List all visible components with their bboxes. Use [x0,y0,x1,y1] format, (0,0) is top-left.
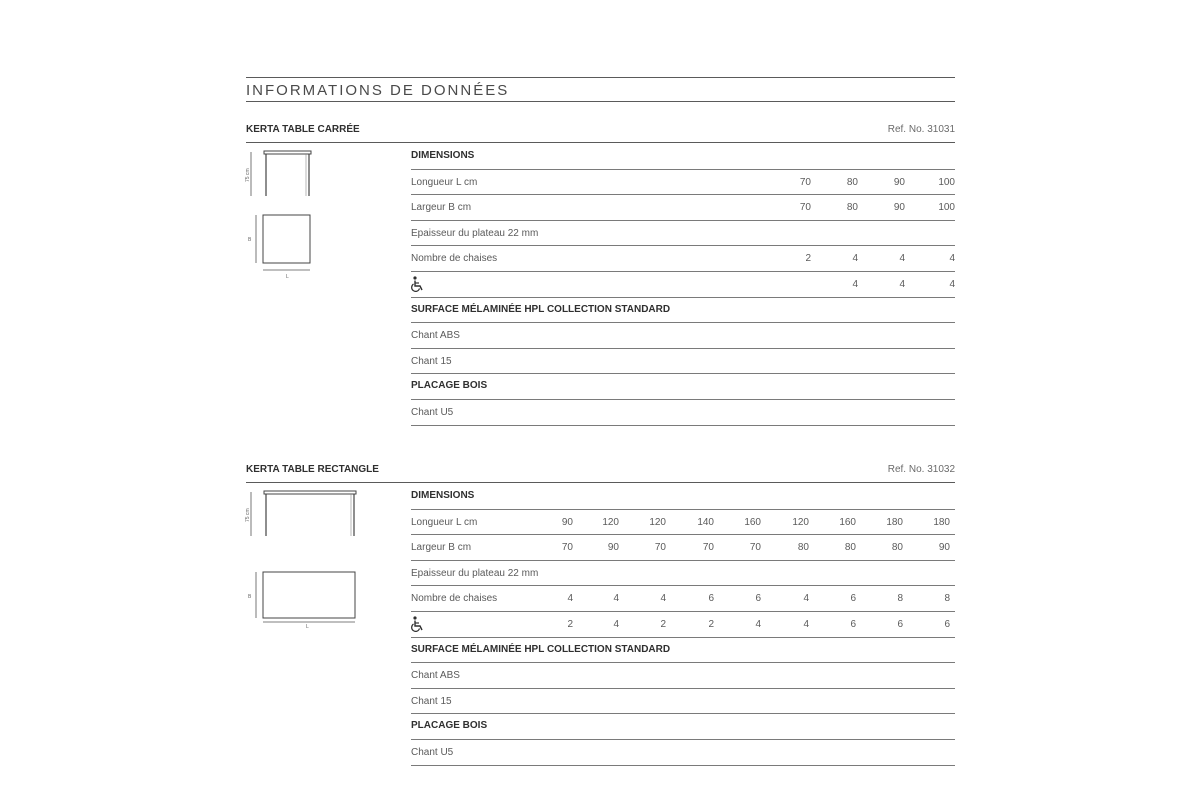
table-row-chant-15 [411,349,955,375]
row-value: 6 [755,593,761,605]
product-divider [246,482,955,483]
section-row-placage [411,374,955,400]
section-row-surface [411,298,955,324]
row-value: 90 [938,542,950,554]
row-value: 90 [893,176,905,188]
product-divider [246,142,955,143]
table-row-wheelchair [411,272,955,298]
row-value: 80 [846,202,858,214]
row-value: 90 [893,202,905,214]
row-value: 180 [933,516,950,528]
row-value: 70 [654,542,666,554]
top-view-drawing [248,215,310,280]
side-elevation-drawing [245,151,311,196]
page-title: INFORMATIONS DE DONNÉES [246,82,510,99]
row-value: 180 [886,516,903,528]
row-value: 70 [749,542,761,554]
table-row-chant-abs [411,663,955,689]
row-value: 80 [797,542,809,554]
row-value: 70 [561,542,573,554]
row-value: 8 [897,593,903,605]
row-label: Chant U5 [411,406,454,418]
row-value: 100 [938,176,955,188]
height-label: 75 cm [245,168,251,182]
row-value: 4 [949,278,955,290]
product-ref: Ref. No. 31032 [887,464,955,475]
side-elevation-drawing [245,491,356,536]
row-value: 120 [649,516,666,528]
row-label: Epaisseur du plateau 22 mm [411,227,539,239]
row-value: 4 [567,593,573,605]
table-row-chant-15 [411,689,955,715]
rectangle-table-drawing [246,484,396,624]
row-value: 4 [852,253,858,265]
row-label: Largeur B cm [411,542,472,554]
row-label: Nombre de chaises [411,593,498,605]
row-value: 90 [561,516,573,528]
row-label: Chant U5 [411,746,454,758]
row-label: Nombre de chaises [411,253,498,265]
page-title-bar [246,77,955,102]
product-name: KERTA TABLE CARRÉE [246,124,360,135]
width-b-label: B [248,237,252,243]
table-row-chant-abs [411,323,955,349]
height-label: 75 cm [245,508,251,522]
row-label: Epaisseur du plateau 22 mm [411,567,539,579]
row-value: 6 [944,618,950,630]
row-value: 4 [852,278,858,290]
row-value: 4 [899,278,905,290]
row-value: 70 [799,176,811,188]
product-header [246,464,955,478]
table-drawings [246,144,396,284]
table-row-epaisseur [411,221,955,247]
row-value: 120 [792,516,809,528]
row-value: 6 [708,593,714,605]
row-value: 4 [949,253,955,265]
section-title: DIMENSIONS [411,150,475,161]
table-drawings [245,484,396,630]
section-row-placage [411,714,955,740]
table-row-largeur [411,535,955,561]
row-label: Largeur B cm [411,202,472,214]
row-value: 140 [697,516,714,528]
row-value: 6 [850,618,856,630]
row-value: 70 [702,542,714,554]
table-row-longueur [411,170,955,196]
square-table-drawing [246,144,396,284]
row-value: 80 [846,176,858,188]
row-value: 4 [660,593,666,605]
row-label: Longueur L cm [411,516,478,528]
table-row-longueur [411,510,955,536]
row-value: 4 [803,593,809,605]
length-l-label: L [286,274,289,280]
row-value: 6 [850,593,856,605]
row-value: 4 [613,618,619,630]
section-title: SURFACE MÉLAMINÉE HPL COLLECTION STANDARD [411,303,671,315]
row-value: 2 [567,618,573,630]
section-row-surface [411,638,955,664]
row-value: 160 [839,516,856,528]
length-l-label: L [306,624,309,630]
top-view-drawing [248,572,355,622]
row-value: 70 [799,202,811,214]
row-value: 6 [897,618,903,630]
row-value: 90 [607,542,619,554]
row-value: 80 [844,542,856,554]
section-title: DIMENSIONS [411,490,475,501]
wheelchair-icon [411,616,425,632]
table-row-chant-u5 [411,400,955,426]
section-title: PLACAGE BOIS [411,720,488,732]
spec-table [411,484,955,766]
row-label: Chant ABS [411,670,460,682]
row-value: 80 [891,542,903,554]
row-value: 4 [613,593,619,605]
section-title: PLACAGE BOIS [411,380,488,392]
section-row-dimensions [411,144,955,170]
row-value: 2 [805,253,811,265]
section-title: SURFACE MÉLAMINÉE HPL COLLECTION STANDARD [411,643,671,655]
table-row-wheelchair [411,612,955,638]
product-name: KERTA TABLE RECTANGLE [246,464,379,475]
width-b-label: B [248,594,252,600]
wheelchair-icon [411,276,425,292]
table-row-epaisseur [411,561,955,587]
row-value: 2 [708,618,714,630]
row-value: 2 [660,618,666,630]
table-row-chaises [411,246,955,272]
row-value: 100 [938,202,955,214]
row-label: Chant ABS [411,330,460,342]
row-value: 160 [744,516,761,528]
product-ref: Ref. No. 31031 [887,124,955,135]
row-label: Longueur L cm [411,176,478,188]
section-row-dimensions [411,484,955,510]
row-value: 120 [602,516,619,528]
row-value: 8 [944,593,950,605]
table-row-chaises [411,586,955,612]
product-header [246,124,955,138]
table-row-chant-u5 [411,740,955,766]
row-value: 4 [899,253,905,265]
row-label: Chant 15 [411,695,452,707]
row-value: 4 [803,618,809,630]
row-value: 4 [755,618,761,630]
row-label: Chant 15 [411,355,452,367]
spec-table [411,144,955,426]
table-row-largeur [411,195,955,221]
